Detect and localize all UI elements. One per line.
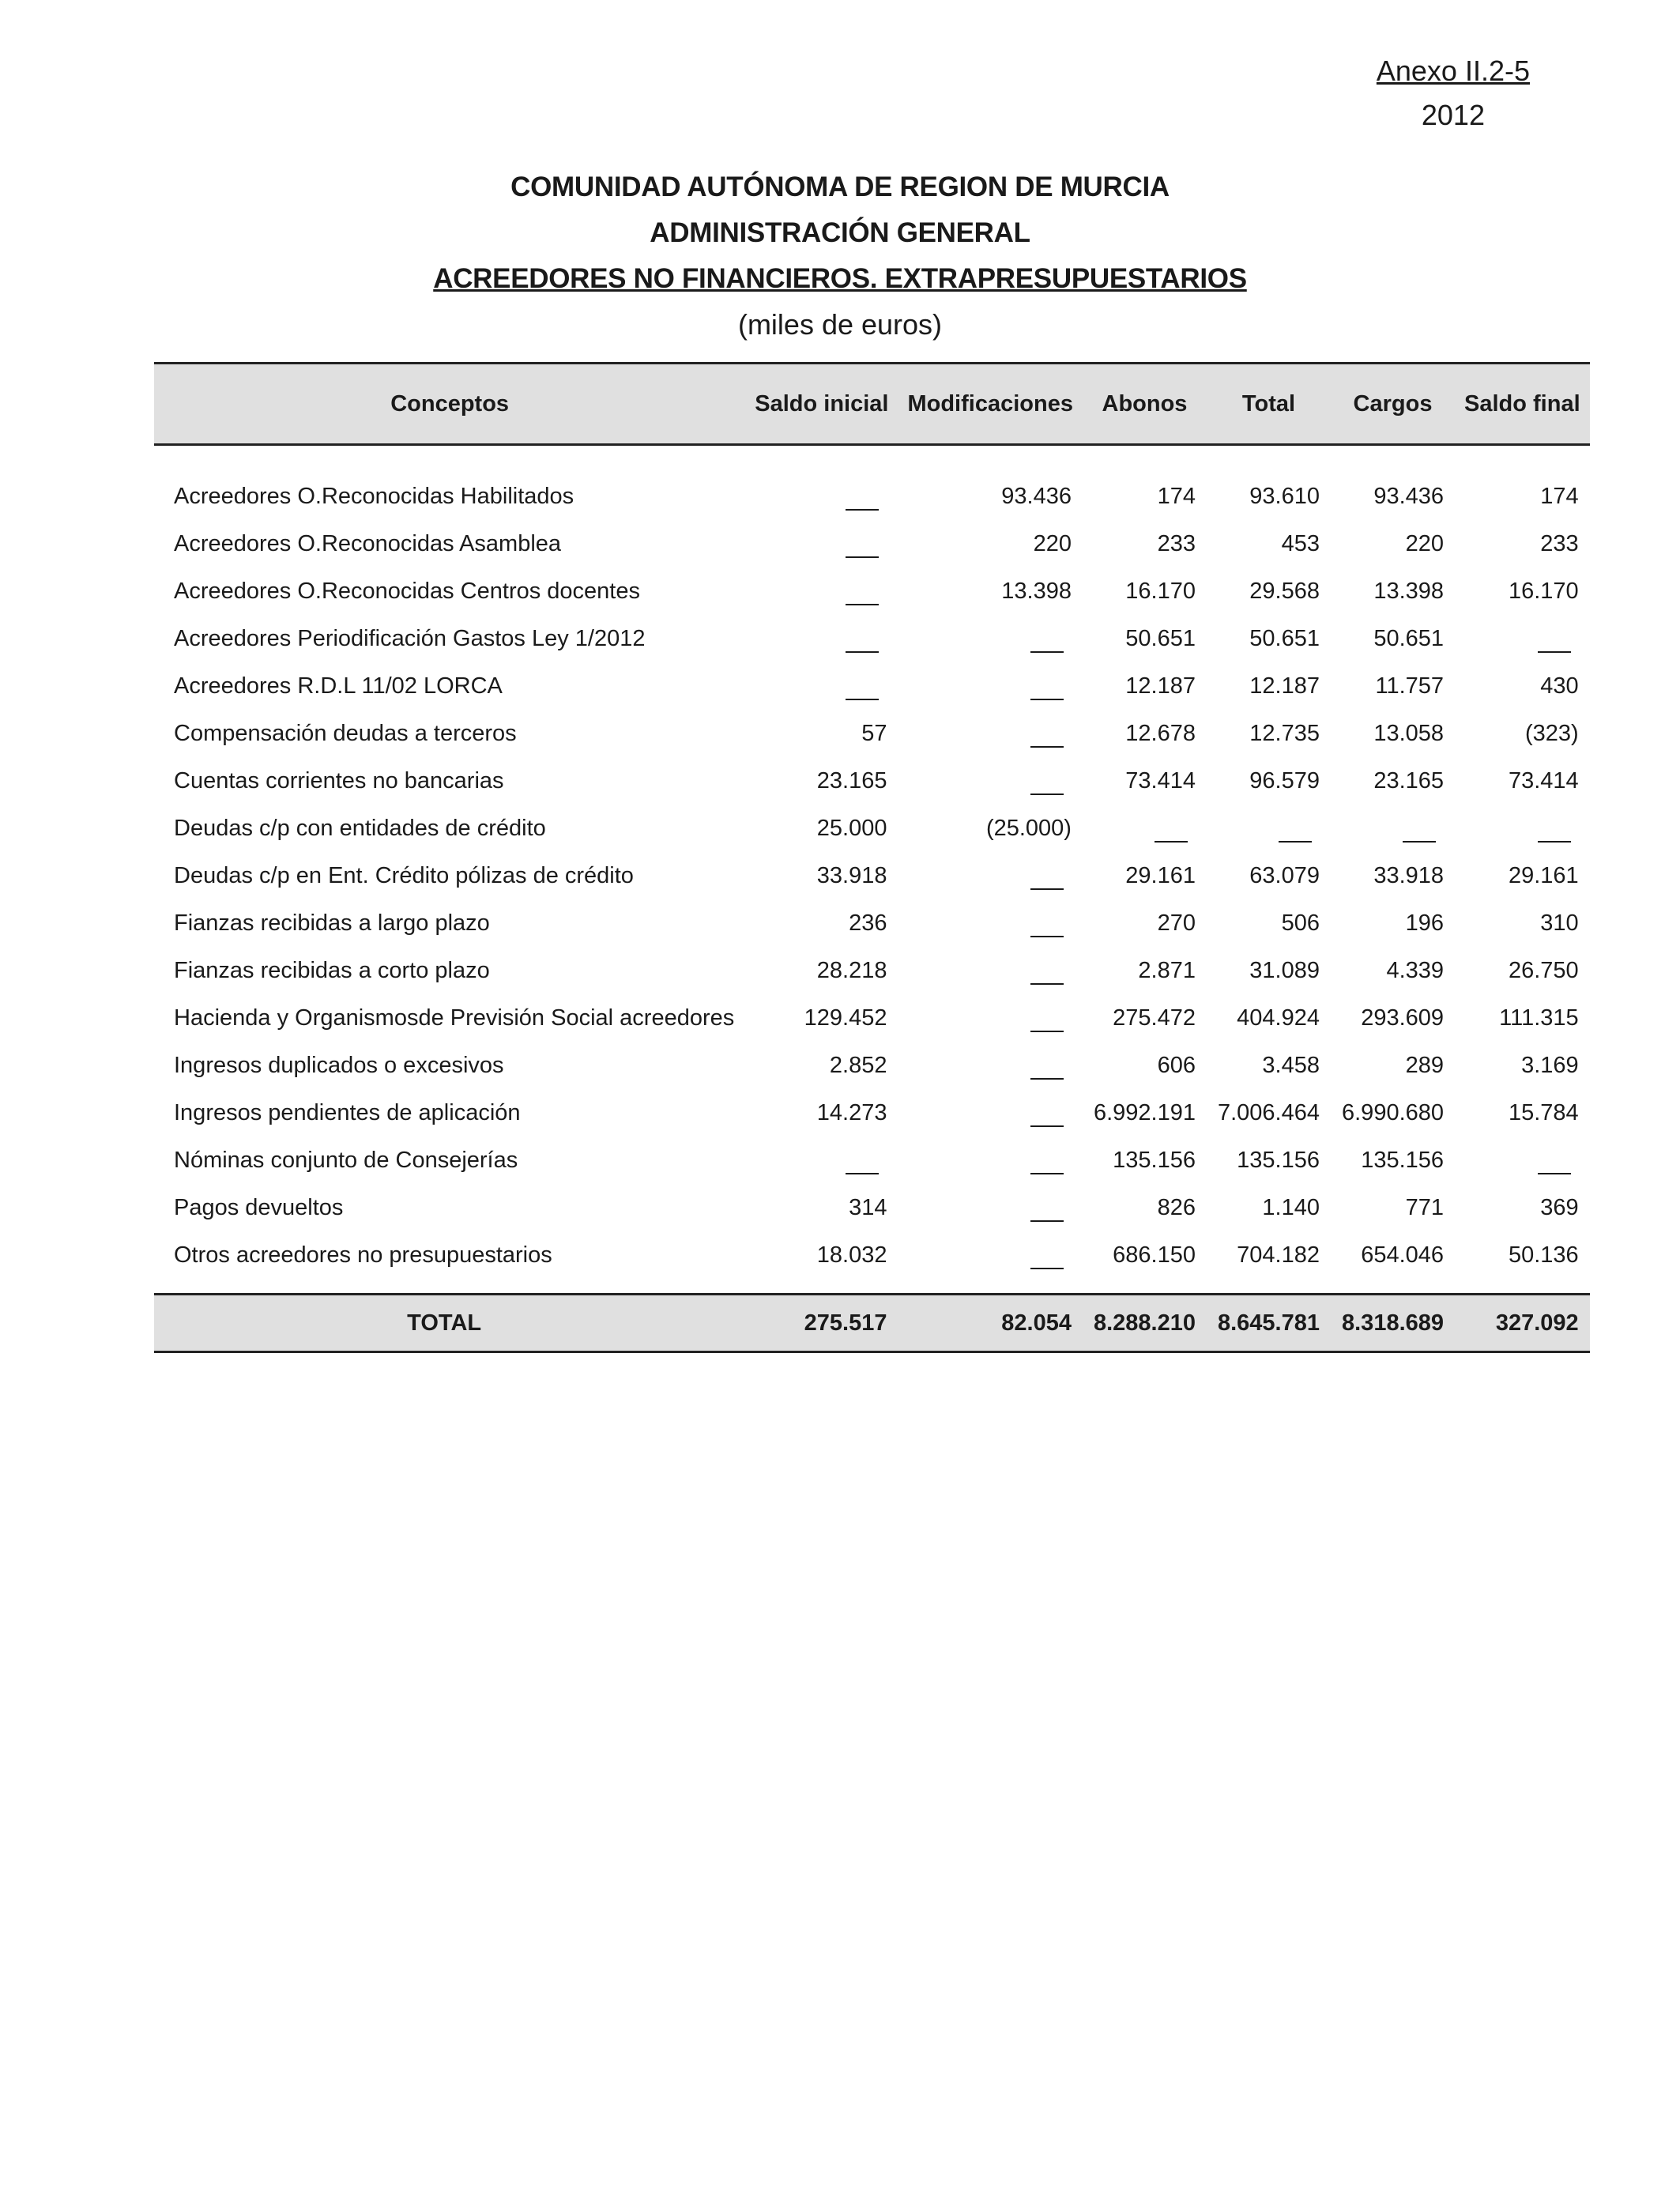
title-report: ACREEDORES NO FINANCIEROS. EXTRAPRESUPUESTARIOS xyxy=(433,263,1247,294)
cell-saldo-final: 430 xyxy=(1540,673,1579,699)
cell-modificaciones: 220 xyxy=(1033,530,1072,556)
table-row xyxy=(154,947,1590,994)
dash-mark xyxy=(846,509,879,511)
cell-cargos: 11.757 xyxy=(1375,673,1445,699)
table-row xyxy=(154,615,1590,662)
empty-dash xyxy=(745,520,898,567)
cell-concepto: Acreedores R.D.L 11/02 LORCA xyxy=(174,673,503,699)
cell-abonos: 135.156 xyxy=(1113,1147,1196,1173)
dash-mark xyxy=(1279,841,1312,843)
creditors-table xyxy=(154,362,1590,1353)
empty-dash xyxy=(898,1089,1083,1137)
table-row xyxy=(154,662,1590,710)
cell-total: 135.156 xyxy=(1237,1147,1320,1173)
table-header-row xyxy=(154,364,1590,445)
cell-total: 96.579 xyxy=(1249,767,1320,794)
total-label: TOTAL xyxy=(154,1295,745,1352)
annex-label: Anexo II.2-5 xyxy=(1376,55,1530,87)
cell-saldo-inicial: 129.452 xyxy=(804,1005,887,1031)
cell-concepto: Deudas c/p en Ent. Crédito pólizas de crédito xyxy=(174,862,634,888)
empty-dash xyxy=(745,567,898,615)
cell-saldo-final: 3.169 xyxy=(1521,1052,1579,1078)
table-row xyxy=(154,852,1590,899)
col-header-abonos: Abonos xyxy=(1083,364,1207,445)
cell-total: 29.568 xyxy=(1249,578,1320,604)
dash-mark xyxy=(1538,651,1571,653)
cell-total: 63.079 xyxy=(1249,862,1320,888)
cell-cargos: 289 xyxy=(1405,1052,1445,1078)
empty-dash xyxy=(745,1137,898,1184)
cell-modificaciones: 13.398 xyxy=(1001,578,1072,604)
dash-mark xyxy=(1030,983,1064,985)
table-row xyxy=(154,1231,1590,1295)
dash-mark xyxy=(1030,1078,1064,1080)
cell-cargos: 93.436 xyxy=(1373,483,1445,509)
cell-total: 3.458 xyxy=(1262,1052,1320,1078)
dash-mark xyxy=(846,699,879,700)
table-row xyxy=(154,567,1590,615)
total-total: 8.645.781 xyxy=(1207,1295,1331,1352)
cell-modificaciones: (25.000) xyxy=(985,815,1072,841)
cell-cargos: 50.651 xyxy=(1373,625,1445,651)
empty-dash xyxy=(898,852,1083,899)
table-row xyxy=(154,994,1590,1042)
empty-dash xyxy=(1083,805,1207,852)
dash-mark xyxy=(1030,1220,1064,1222)
empty-dash xyxy=(745,615,898,662)
cell-cargos: 13.398 xyxy=(1373,578,1445,604)
cell-total: 12.735 xyxy=(1249,720,1320,746)
cell-saldo-final: 16.170 xyxy=(1508,578,1579,604)
dash-mark xyxy=(1030,746,1064,748)
empty-dash xyxy=(1331,805,1455,852)
dash-mark xyxy=(846,604,879,605)
cell-saldo-final: 174 xyxy=(1540,483,1579,509)
table-row xyxy=(154,520,1590,567)
dash-mark xyxy=(846,556,879,558)
table-row xyxy=(154,1089,1590,1137)
cell-saldo-final: 233 xyxy=(1540,530,1579,556)
cell-saldo-final: 29.161 xyxy=(1508,862,1579,888)
cell-concepto: Fianzas recibidas a largo plazo xyxy=(174,910,490,936)
total-row xyxy=(154,1295,1590,1352)
dash-mark xyxy=(1538,841,1571,843)
cell-saldo-final: 369 xyxy=(1540,1194,1579,1220)
dash-mark xyxy=(1403,841,1436,843)
empty-dash xyxy=(898,710,1083,757)
cell-concepto: Pagos devueltos xyxy=(174,1194,344,1220)
cell-total: 453 xyxy=(1281,530,1320,556)
cell-saldo-final: 26.750 xyxy=(1508,957,1579,983)
cell-total: 93.610 xyxy=(1249,483,1320,509)
table-row xyxy=(154,1042,1590,1089)
col-header-cargos: Cargos xyxy=(1331,364,1455,445)
cell-abonos: 12.678 xyxy=(1125,720,1196,746)
table-row xyxy=(154,1184,1590,1231)
cell-total: 12.187 xyxy=(1249,673,1320,699)
cell-saldo-final: 73.414 xyxy=(1508,767,1579,794)
cell-abonos: 275.472 xyxy=(1113,1005,1196,1031)
annex-year: 2012 xyxy=(1421,99,1485,131)
col-header-modificaciones: Modificaciones xyxy=(898,364,1083,445)
dash-mark xyxy=(1030,936,1064,937)
cell-saldo-inicial: 23.165 xyxy=(816,767,887,794)
cell-cargos: 135.156 xyxy=(1361,1147,1445,1173)
cell-saldo-inicial: 2.852 xyxy=(829,1052,887,1078)
cell-saldo-inicial: 14.273 xyxy=(816,1099,887,1125)
total-modificaciones: 82.054 xyxy=(898,1295,1083,1352)
dash-mark xyxy=(1030,794,1064,795)
cell-abonos: 12.187 xyxy=(1125,673,1196,699)
table-row xyxy=(154,710,1590,757)
cell-saldo-final: 310 xyxy=(1540,910,1579,936)
empty-dash xyxy=(1207,805,1331,852)
cell-concepto: Deudas c/p con entidades de crédito xyxy=(174,815,546,841)
cell-abonos: 50.651 xyxy=(1125,625,1196,651)
total-saldo-inicial: 275.517 xyxy=(745,1295,898,1352)
cell-saldo-inicial: 57 xyxy=(861,720,887,746)
empty-dash xyxy=(1455,1137,1590,1184)
empty-dash xyxy=(898,994,1083,1042)
cell-saldo-final: 111.315 xyxy=(1499,1005,1579,1031)
empty-dash xyxy=(898,947,1083,994)
empty-dash xyxy=(898,1137,1083,1184)
table-spacer xyxy=(154,445,1590,473)
document-header xyxy=(0,164,1680,348)
cell-cargos: 196 xyxy=(1405,910,1445,936)
cell-concepto: Ingresos duplicados o excesivos xyxy=(174,1052,504,1078)
cell-cargos: 13.058 xyxy=(1373,720,1445,746)
cell-total: 404.924 xyxy=(1237,1005,1320,1031)
col-header-conceptos: Conceptos xyxy=(154,364,745,445)
cell-cargos: 4.339 xyxy=(1386,957,1445,983)
cell-total: 704.182 xyxy=(1237,1242,1320,1268)
cell-abonos: 686.150 xyxy=(1113,1242,1196,1268)
cell-cargos: 23.165 xyxy=(1373,767,1445,794)
cell-cargos: 33.918 xyxy=(1373,862,1445,888)
cell-saldo-inicial: 314 xyxy=(849,1194,887,1220)
cell-concepto: Acreedores O.Reconocidas Centros docentes xyxy=(174,578,640,604)
total-abonos: 8.288.210 xyxy=(1083,1295,1207,1352)
dash-mark xyxy=(1538,1173,1571,1174)
total-saldo-final: 327.092 xyxy=(1455,1295,1590,1352)
cell-cargos: 6.990.680 xyxy=(1342,1099,1445,1125)
cell-total: 31.089 xyxy=(1249,957,1320,983)
cell-concepto: Acreedores Periodificación Gastos Ley 1/2012 xyxy=(174,625,646,651)
dash-mark xyxy=(1030,1173,1064,1174)
cell-saldo-final: (323) xyxy=(1524,720,1579,746)
empty-dash xyxy=(898,1042,1083,1089)
empty-dash xyxy=(745,473,898,520)
dash-mark xyxy=(1030,1268,1064,1269)
total-cargos: 8.318.689 xyxy=(1331,1295,1455,1352)
dash-mark xyxy=(1030,888,1064,890)
table-body xyxy=(154,445,1590,1295)
cell-concepto: Hacienda y Organismosde Previsión Social acreedores xyxy=(174,1005,735,1031)
empty-dash xyxy=(898,662,1083,710)
dash-mark xyxy=(1030,699,1064,700)
empty-dash xyxy=(1455,615,1590,662)
empty-dash xyxy=(1455,805,1590,852)
cell-saldo-inicial: 25.000 xyxy=(816,815,887,841)
cell-abonos: 73.414 xyxy=(1125,767,1196,794)
col-header-total: Total xyxy=(1207,364,1331,445)
cell-concepto: Acreedores O.Reconocidas Habilitados xyxy=(174,483,574,509)
units-note: (miles de euros) xyxy=(737,308,943,341)
cell-concepto: Fianzas recibidas a corto plazo xyxy=(174,957,490,983)
cell-modificaciones: 93.436 xyxy=(1001,483,1072,509)
cell-saldo-inicial: 33.918 xyxy=(816,862,887,888)
cell-saldo-inicial: 236 xyxy=(849,910,887,936)
cell-saldo-final: 50.136 xyxy=(1508,1242,1579,1268)
cell-concepto: Ingresos pendientes de aplicación xyxy=(174,1099,521,1125)
cell-concepto: Otros acreedores no presupuestarios xyxy=(174,1242,552,1268)
cell-cargos: 771 xyxy=(1405,1194,1445,1220)
cell-abonos: 6.992.191 xyxy=(1093,1099,1196,1125)
cell-cargos: 220 xyxy=(1405,530,1445,556)
title-region: COMUNIDAD AUTÓNOMA DE REGION DE MURCIA xyxy=(510,172,1170,202)
cell-saldo-inicial: 28.218 xyxy=(816,957,887,983)
cell-total: 50.651 xyxy=(1249,625,1320,651)
table-row xyxy=(154,805,1590,852)
cell-abonos: 233 xyxy=(1157,530,1196,556)
empty-dash xyxy=(898,757,1083,805)
cell-abonos: 2.871 xyxy=(1138,957,1196,983)
dash-mark xyxy=(846,1173,879,1174)
annex-block xyxy=(1377,49,1530,138)
cell-total: 506 xyxy=(1281,910,1320,936)
col-header-saldo-inicial: Saldo inicial xyxy=(745,364,898,445)
dash-mark xyxy=(1030,651,1064,653)
cell-saldo-inicial: 18.032 xyxy=(816,1242,887,1268)
empty-dash xyxy=(898,899,1083,947)
cell-abonos: 174 xyxy=(1157,483,1196,509)
empty-dash xyxy=(898,1184,1083,1231)
empty-dash xyxy=(898,1231,1083,1295)
cell-concepto: Nóminas conjunto de Consejerías xyxy=(174,1147,518,1173)
table-row xyxy=(154,1137,1590,1184)
dash-mark xyxy=(1155,841,1188,843)
dash-mark xyxy=(1030,1125,1064,1127)
dash-mark xyxy=(846,651,879,653)
cell-concepto: Acreedores O.Reconocidas Asamblea xyxy=(174,530,562,556)
cell-cargos: 293.609 xyxy=(1361,1005,1445,1031)
table-row xyxy=(154,473,1590,520)
empty-dash xyxy=(898,615,1083,662)
title-administration: ADMINISTRACIÓN GENERAL xyxy=(650,217,1030,248)
cell-concepto: Cuentas corrientes no bancarias xyxy=(174,767,504,794)
cell-concepto: Compensación deudas a terceros xyxy=(174,720,517,746)
cell-total: 7.006.464 xyxy=(1217,1099,1320,1125)
cell-total: 1.140 xyxy=(1262,1194,1320,1220)
dash-mark xyxy=(1030,1031,1064,1032)
cell-abonos: 16.170 xyxy=(1125,578,1196,604)
cell-abonos: 606 xyxy=(1157,1052,1196,1078)
empty-dash xyxy=(745,662,898,710)
cell-cargos: 654.046 xyxy=(1361,1242,1445,1268)
cell-abonos: 29.161 xyxy=(1125,862,1196,888)
cell-abonos: 826 xyxy=(1157,1194,1196,1220)
col-header-saldo-final: Saldo final xyxy=(1455,364,1590,445)
cell-saldo-final: 15.784 xyxy=(1508,1099,1579,1125)
table-row xyxy=(154,757,1590,805)
table-row xyxy=(154,899,1590,947)
cell-abonos: 270 xyxy=(1157,910,1196,936)
